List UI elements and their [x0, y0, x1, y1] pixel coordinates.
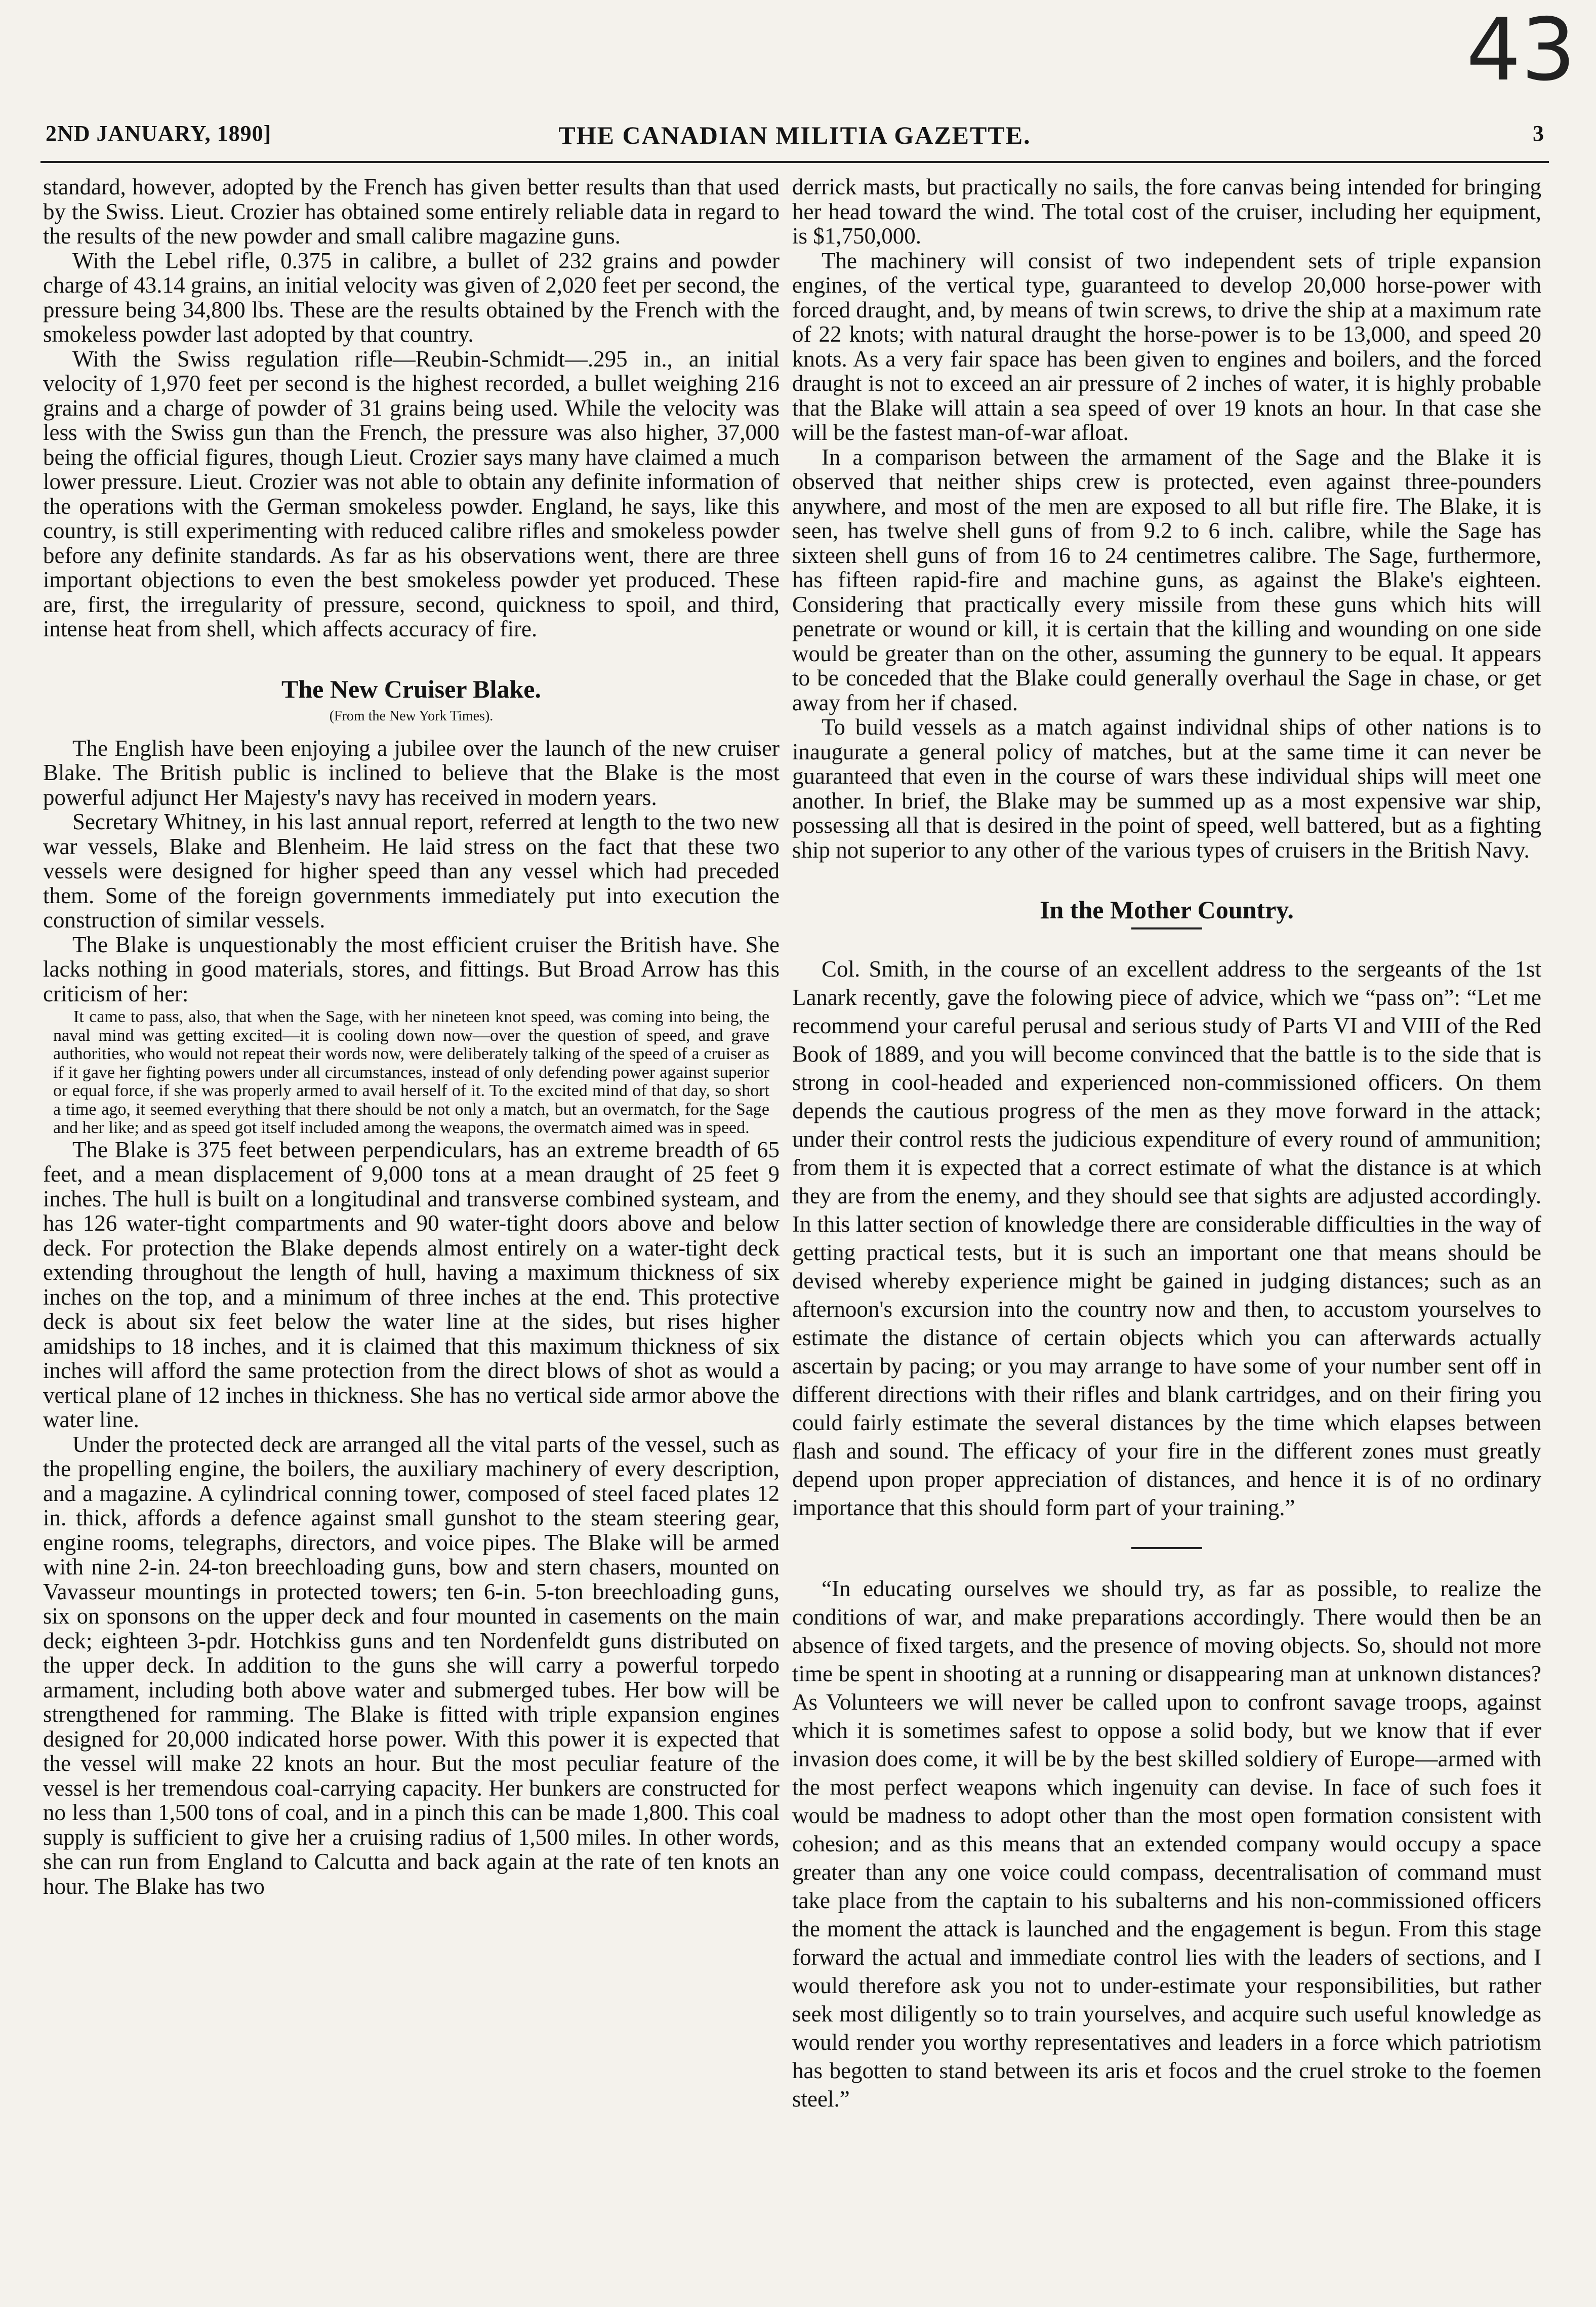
right-paragraph-3: In a comparison between the armament of the Sage and the Blake it is observed that neither ships crew is protected, even against three-pounders anywhere, and most of the men are exposed to all but rifle fire. The Blake, it is seen, has twelve shell guns of from 9.2 to 6 inch. calibre, while the Sage has sixteen shell guns of from 16 to 24 centimetres calibre. The Sage, furthermore, has fifteen rapid-fire and machine guns, as against the Blake's eighteen. Considering that practically every missile from these guns which hits will penetrate or wound or kill, it is certain that the killing and wounding on one side would be greater than on the other, assuming the gunnery to be equal. It appears to be conceded that the Blake could generally overhaul the Sage in chase, or get away from her if chased.: [792, 444, 1541, 715]
article-source: (From the New York Times).: [329, 708, 494, 724]
left-paragraph-6: The Blake is unquestionably the most efficient cruiser the British have. She lacks nothing in good materials, stores, and fittings. But Broad Arrow has this criticism of her:: [43, 932, 780, 1006]
page-header: [46, 120, 1544, 156]
left-paragraph-3: With the Swiss regulation rifle—Reubin-Schmidt—.295 in., an initial velocity of 1,970 feet per second is the highest recorded, a bullet weighing 216 grains and a charge of powder of 31 grains being used. While the velocity was less with the Swiss gun than the French, the pressure was also higher, 37,000 being the official figures, though Lieut. Crozier says many have claimed a much lower pressure. Lieut. Crozier was not able to obtain any definite information of the operations with the German smokeless powder. England, he says, like this country, is still experimenting with reduced calibre rifles and smokeless powder before any definite standards. As far as his observations went, there are three important objections to even the best smokeless powder yet produced. These are, first, the irregularity of pressure, second, quickness to spoil, and third, intense heat from shell, which affects accuracy of fire.: [43, 346, 780, 641]
header-rule: [40, 161, 1549, 163]
right-paragraph-1: derrick masts, but practically no sails, the fore canvas being intended for bringing her head toward the wind. The total cost of the cruiser, including her equipment, is $1,750,000.: [792, 174, 1541, 249]
section-rule: [1131, 927, 1202, 929]
article-heading-mother-country: In the Mother Country.: [1040, 896, 1294, 924]
right-paragraph-6: “In educating ourselves we should try, as far as possible, to realize the conditions of war, and make preparations accordingly. There would then be an absence of fixed targets, and the presence of moving objects. So, should not more time be spent in shooting at a running or disappearing man at unknown distances? As Volunteers we will never be called upon to confront savage troops, against which it is sometimes safest to oppose a solid body, but we know that if ever invasion does come, it will be by the best skilled soldiery of Europe—armed with the most perfect weapons which ingenuity can devise. In face of such foes it would be madness to adopt other than the most open formation consistent with cohesion; and as this means that an extended company would occupy a space greater than any one voice could compass, decentralisation of command must take place from the captain to his subalterns and his non-commissioned officers the moment the attack is launched and the engagement is begun. From this stage forward the actual and immediate control lies with the leaders of sections, and I would therefore ask you not to under-estimate your responsibilities, but rather seek most diligently so to train yourselves, and acquire such useful knowledge as would render you worthy representatives and leaders in a force which patriotism has begotten to stand between its aris et focos and the cruel stroke to the foemen steel.”: [792, 1575, 1541, 2112]
left-column: [43, 175, 780, 1898]
block-quote: It came to pass, also, that when the Sage, with her nineteen knot speed, was coming into being, the naval mind was getting excited—it is cooling down now—over the question of speed, and grave authorities, who would not repeat their words now, were deliberately talking of the speed of a cruiser as if it gave her fighting powers under all circumstances, instead of only defending power against superior or equal force, if she was properly armed to avail herself of it. To the excited mind of that day, so short a time ago, it seemed everything that there should be not only a match, but an overmatch, for the Sage and her like; and as speed got itself included among the weapons, the overmatch aimed was in speed.: [53, 1007, 769, 1137]
right-paragraph-4: To build vessels as a match against individnal ships of other nations is to inaugurate a general policy of matches, but at the same time it can never be guaranteed that even in the course of wars these individual ships will meet one another. In brief, the Blake may be summed up as a most expensive war ship, possessing all that is desired in the point of speed, well battered, but as a fighting ship not superior to any other of the various types of cruisers in the British Navy.: [792, 714, 1541, 863]
left-paragraph-8: Under the protected deck are arranged all the vital parts of the vessel, such as the propelling engine, the boilers, the auxiliary machinery of every description, and a magazine. A cylindrical conning tower, composed of steel faced plates 12 in. thick, affords a defence against small gunshot to the steam steering gear, engine rooms, telegraphs, directors, and voice pipes. The Blake will be armed with nine 2-in. 24-ton breechloading guns, bow and stern chasers, mounted on Vavasseur mountings in protected towers; ten 6-in. 5-ton breechloading guns, six on sponsons on the upper deck and four mounted in casements on the main deck; eighteen 3-pdr. Hotchkiss guns and ten Nordenfeldt guns distributed on the upper deck. In addition to the guns she will carry a powerful torpedo armament, including both above water and submerged tubes. Her bow will be strengthened for ramming. The Blake is fitted with triple expansion engines designed for 20,000 indicated horse power. With this power it is expected that the vessel will make 22 knots an hour. But the most peculiar feature of the vessel is her tremendous coal-carrying capacity. Her bunkers are constructed for no less than 1,500 tons of coal, and in a pinch this can be made 1,800. This coal supply is sufficient to give her a cruising radius of 1,500 miles. In other words, she can run from England to Calcutta and back again at the rate of ten knots an hour. The Blake has two: [43, 1431, 780, 1899]
right-column: [792, 175, 1541, 2113]
left-paragraph-7: The Blake is 375 feet between perpendiculars, has an extreme breadth of 65 feet, and a mean displacement of 9,000 tons at a mean draught of 25 feet 9 inches. The hull is built on a longitudinal and transverse combined systeam, and has 126 water-tight compartments and 90 water-tight doors above and below deck. For protection the Blake depends almost entirely on a water-tight deck extending throughout the length of hull, having a maximum thickness of six inches on the top, and a minimum of three inches at the end. This protective deck is about six feet below the water line at the sides, but rises higher amidships to 18 inches, and it is claimed that this maximum thickness of six inches will afford the same protection from the direct blows of shot as would a vertical plane of 12 inches in thickness. She has no vertical side armor above the water line.: [43, 1137, 780, 1432]
newspaper-title: THE CANADIAN MILITIA GAZETTE.: [558, 121, 1031, 149]
page-folio: 43: [1466, 0, 1576, 100]
section-rule-2: [1131, 1547, 1202, 1549]
article-heading-blake: The New Cruiser Blake.: [281, 674, 541, 703]
page-number: 3: [1533, 121, 1544, 146]
right-paragraph-5: Col. Smith, in the course of an excellent address to the sergeants of the 1st Lanark recently, gave the folowing piece of advice, which we “pass on”: “Let me recommend your careful perusal and serious study of Parts VI and VIII of the Red Book of 1889, and you will become convinced that the battle is to the side that is strong in cool-headed and experienced non-commissioned officers. On them depends the cautious progress of the men as they move forward in the attack; under their control rests the judicious expenditure of every round of ammunition; from them it is expected that a correct estimate of what the distance is at which they are from the enemy, and they should see that sights are adjusted accordingly. In this latter section of knowledge there are considerable difficulties in the way of getting practical tests, but it is such an important one that means should be devised whereby experience might be gained in judging distances; such as an afternoon's excursion into the country now and then, to accustom yourselves to estimate the distance of certain objects which you can afterwards actually ascertain by pacing; or you may arrange to have some of your number sent off in different directions with their rifles and blank cartridges, and on their firing you could fairly estimate the several distances by the time which elapses between flash and sound. The efficacy of your fire in the different zones must greatly depend upon proper appreciation of distances, and hence it is of no ordinary importance that this should form part of your training.”: [792, 956, 1541, 1520]
issue-date: 2ND JANUARY, 1890]: [46, 121, 272, 146]
left-paragraph-2: With the Lebel rifle, 0.375 in calibre, a bullet of 232 grains and powder charge of 43.14 grains, an initial velocity was given of 2,020 feet per second, the pressure being 34,800 lbs. These are the results obtained by the French with the smokeless powder last adopted by that country.: [43, 248, 780, 347]
left-paragraph-5: Secretary Whitney, in his last annual report, referred at length to the two new war vessels, Blake and Blenheim. He laid stress on the fact that these two vessels were designed for higher speed than any vessel which had preceded them. Some of the foreign governments immediately put into execution the construction of similar vessels.: [43, 809, 780, 933]
right-paragraph-2: The machinery will consist of two independent sets of triple expansion engines, of the vertical type, guaranteed to develop 20,000 horse-power with forced draught, and, by means of twin screws, to drive the ship at a maximum rate of 22 knots; with natural draught the horse-power is to be 13,000, and speed 20 knots. As a very fair space has been given to engines and boilers, and the forced draught is not to exceed an air pressure of 2 inches of water, it is highly probable that the Blake will attain a sea speed of over 19 knots an hour. In that case she will be the fastest man-of-war afloat.: [792, 248, 1541, 445]
left-paragraph-4: The English have been enjoying a jubilee over the launch of the new cruiser Blake. The British public is inclined to believe that the Blake is the most powerful adjunct Her Majesty's navy has received in modern years.: [43, 735, 780, 810]
left-paragraph-1: standard, however, adopted by the French has given better results than that used by the Swiss. Lieut. Crozier has obtained some entirely reliable data in regard to the results of the new powder and small calibre magazine guns.: [43, 174, 780, 249]
